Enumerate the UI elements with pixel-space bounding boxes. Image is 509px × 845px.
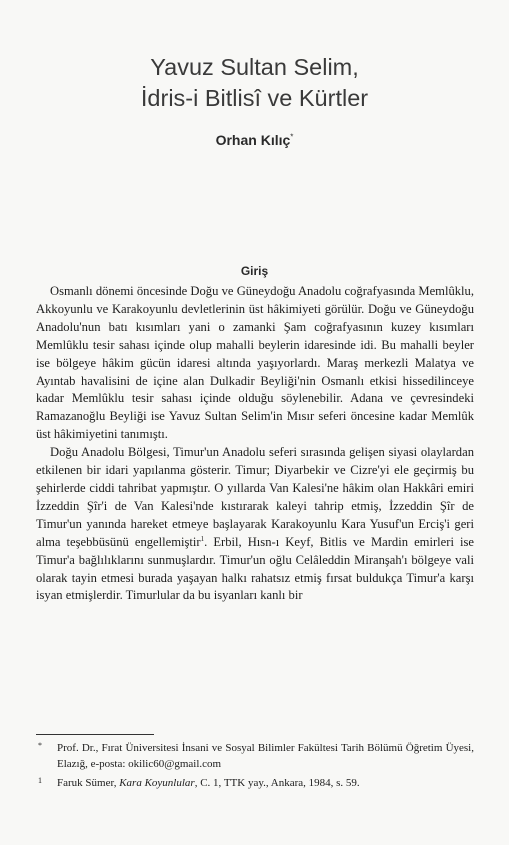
paragraph-1: Osmanlı dönemi öncesinde Doğu ve Güneydoğu Anadolu coğrafyasında Memlûklu, Akkoyunlu ve Karakoyunlu devletlerinin üst hâkimiyeti görülür. Doğu ve Güneydoğu Anadolu'nun batı kısımları yani o zamanki Şam coğrafyasının kuzey kısımları Memlûklu tesir sahası içinde olup mahalli beylerin idaresinde idi. Bu mahalli beyler ise bölgeye hâkim gücün idaresi altında yaşıyorlardı. Maraş merkezli Malatya ve Ayıntab havalisini de içine alan Dulkadir Beyliği'nin Osmanlı etkisi hissedilinceye kadar Memlûklu tesir sahası içinde olduğu söylenebilir. Adana ve çevresindeki Ramazanoğlu Beyliği ise Yavuz Sultan Selim'in Mısır seferi öncesine kadar Memlûk üst hâkimiyetini tanımıştı. — [36, 284, 474, 442]
footnote-text: Prof. Dr., Fırat Üniversitesi İnsani ve Sosyal Bilimler Fakültesi Tarih Bölümü Öğretim Üyesi, Elazığ, e-posta: okilic60@gmail.com — [57, 742, 474, 770]
article-title — [0, 52, 509, 114]
author-name: Orhan Kılıç — [215, 132, 291, 148]
title-line-2: İdris-i Bitlisî ve Kürtler — [140, 85, 369, 111]
author-footnote-mark: * — [290, 132, 294, 142]
footnotes — [36, 741, 474, 792]
paragraph-2-part-1: Doğu Anadolu Bölgesi, Timur'un Anadolu seferi sırasında gelişen siyasi olaylardan etkilenen bir idari yapılanma gösterir. Timur; Diyarbekir ve Cizre'yi ele geçirmiş bu şehirlerde ciddi tahribat yapmıştır. O yıllarda Van Kalesi'ne hâkim olan Hakkâri emiri İzzeddin Şîr'i de Van Kalesi'nde kıstırarak kaleyi tahrip etmiş, İzzeddin Şîr de Timur'un yanında hareket etmeye başlayarak Karakoyunlu Kara Yusuf'un Erciş'i geri alma teşebbüsünü engellemiştir — [36, 445, 474, 549]
footnote-mark: 1 — [38, 776, 42, 785]
footnote-text-part-2: , C. 1, TTK yay., Ankara, 1984, s. 59. — [194, 777, 360, 789]
footnote-text-part-1: Faruk Sümer, — [57, 777, 120, 789]
footnote-1 — [36, 776, 474, 792]
author-line — [0, 132, 509, 148]
section-heading: Giriş — [240, 264, 269, 278]
footnote-separator — [36, 734, 154, 735]
footnote-author — [36, 741, 474, 772]
paragraph-2 — [36, 444, 474, 605]
footnote-ref-1: 1 — [200, 534, 205, 543]
paragraph-2-part-2: . Erbil, Hısn-ı Keyf, Bitlis ve Mardin emirleri ise Timur'a bağlılıklarını sunmuşlardır. Timur'un oğlu Celâleddin Miranşah'ı bölgeye vali olarak tayin etmesi burada yaşayan halkı rahatsız etmiş fırsat buldukça Timur'a karşı isyan etmişlerdir. Timurlular da bu isyanları kanlı bir — [36, 534, 474, 603]
footnote-mark: * — [38, 741, 42, 750]
title-line-1: Yavuz Sultan Selim, — [150, 54, 359, 80]
body-text — [36, 283, 474, 605]
footnote-book-title: Kara Koyunlular — [119, 777, 195, 789]
